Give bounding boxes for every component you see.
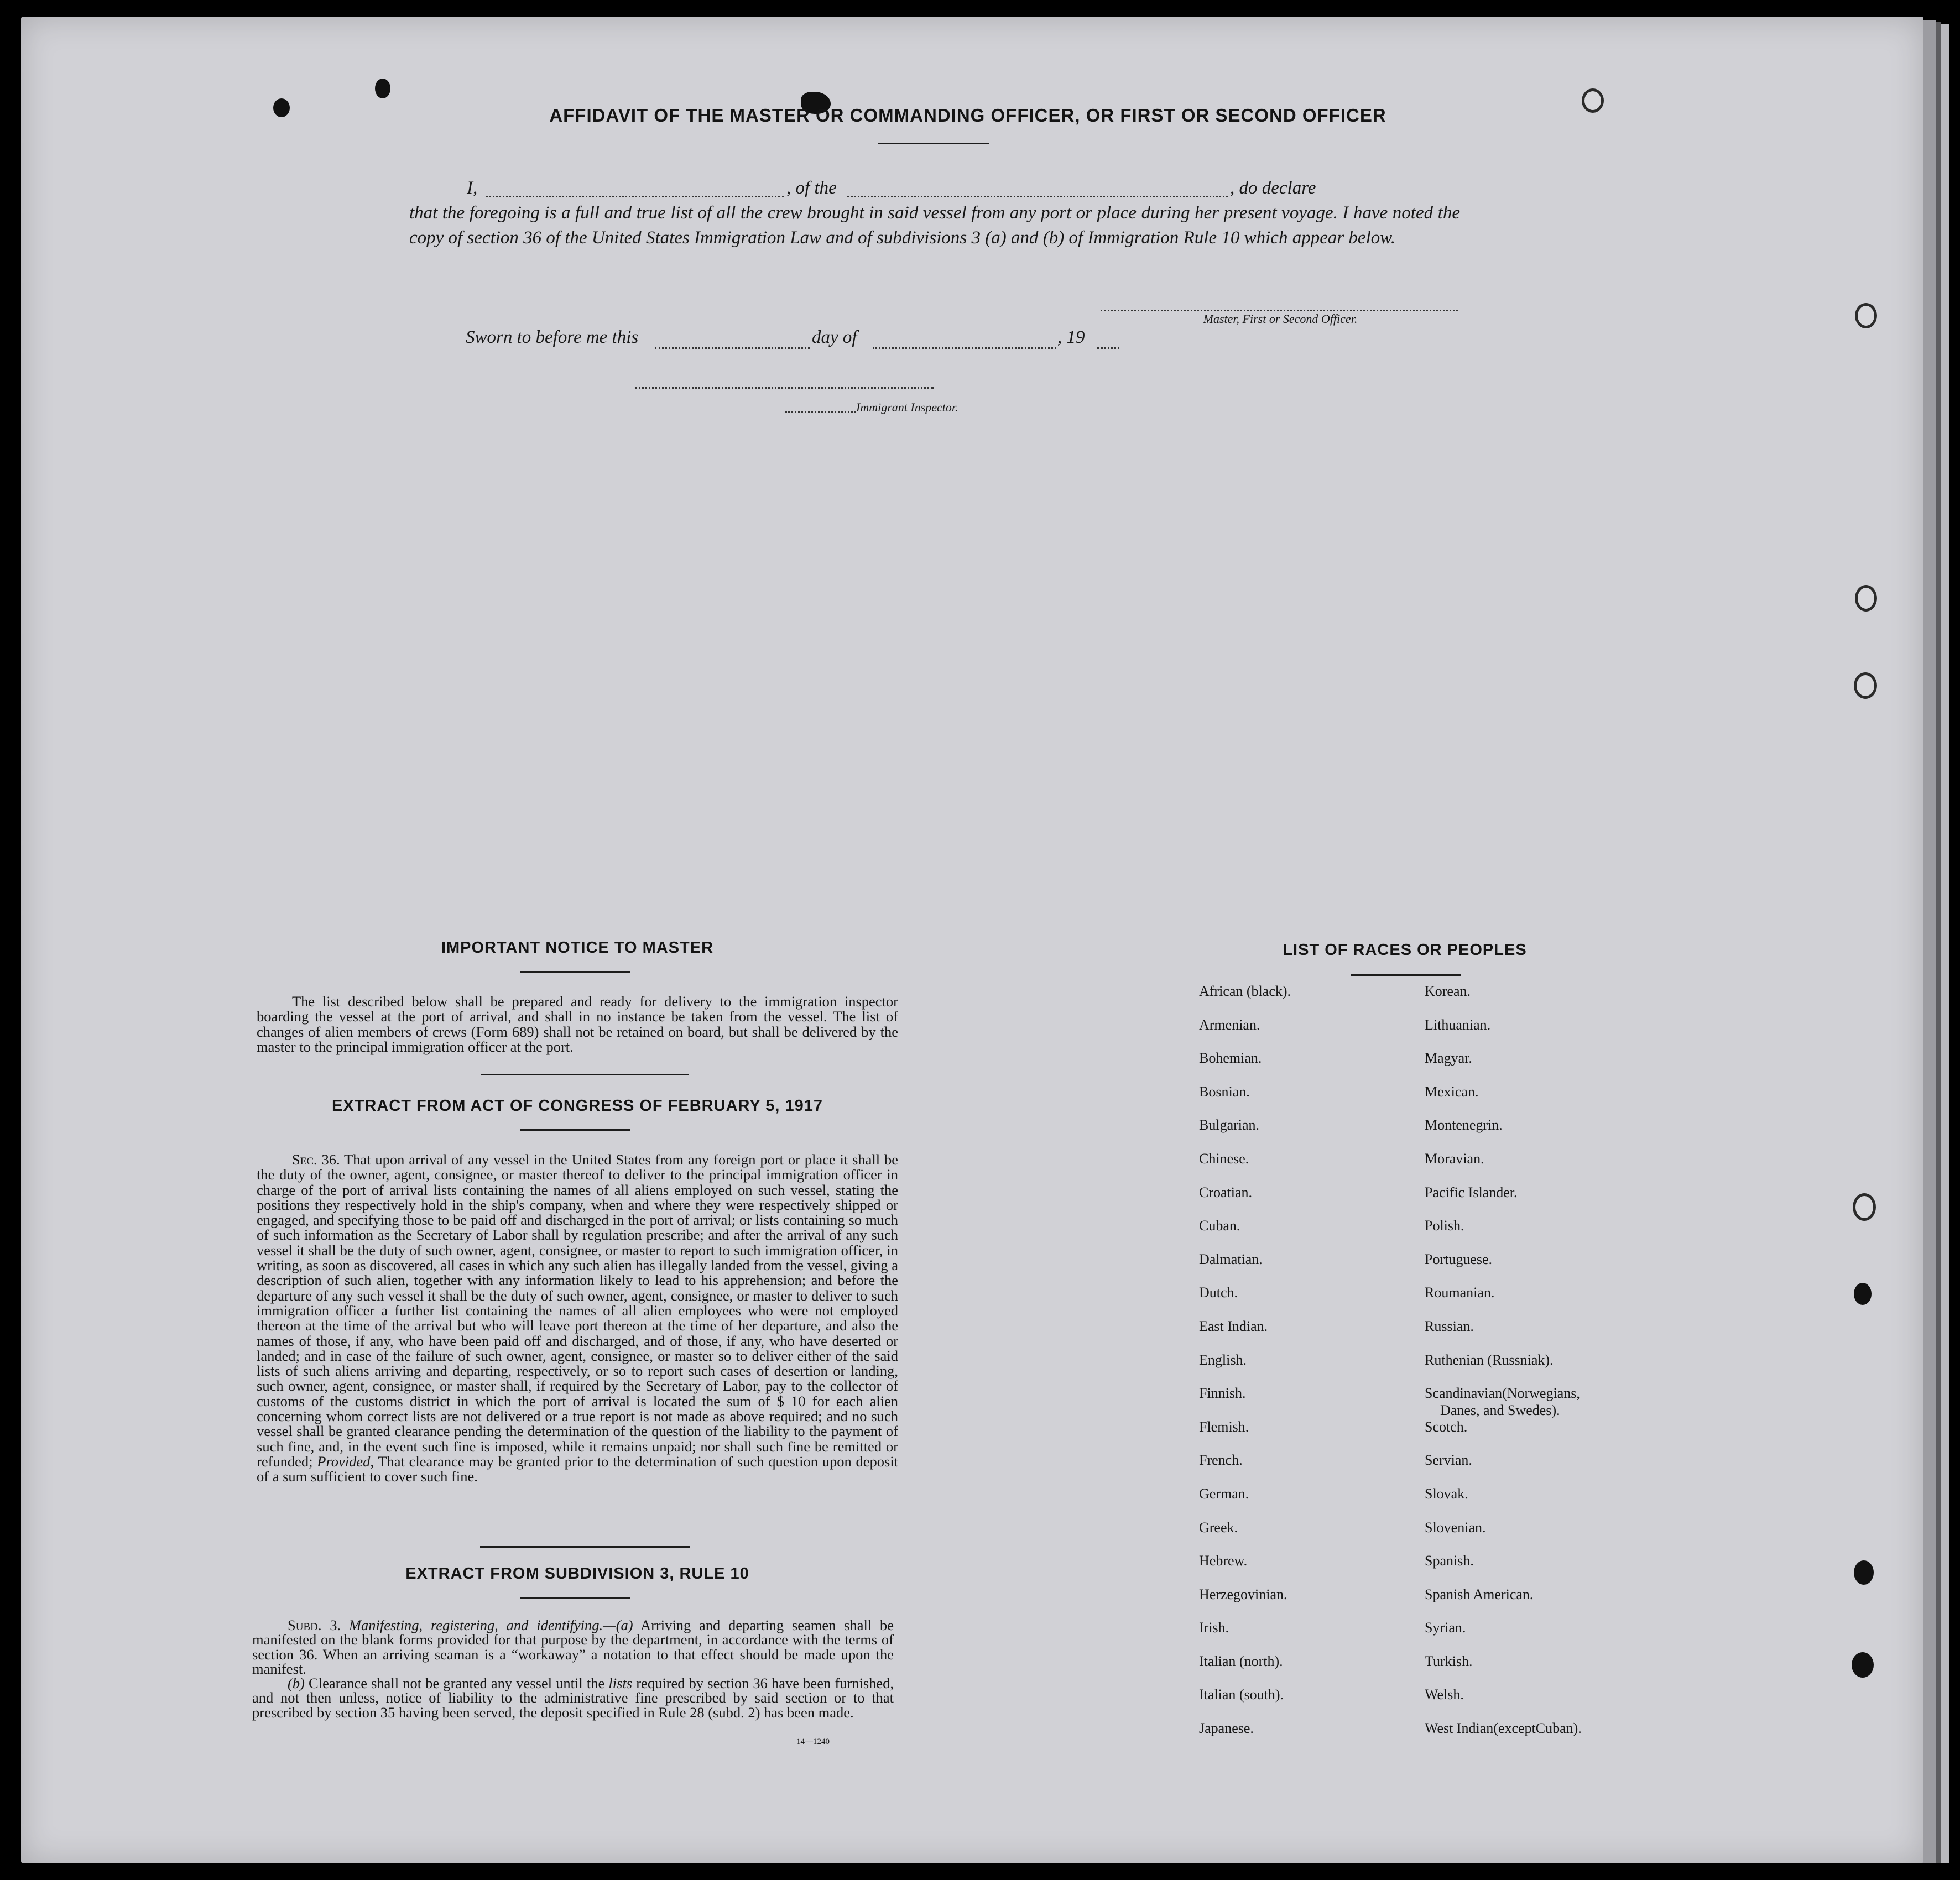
do-declare-label: , do declare bbox=[1230, 178, 1316, 198]
subd-b-body-start: Clearance shall not be granted any vessel until the bbox=[309, 1675, 605, 1692]
notice-title-rule bbox=[520, 971, 630, 973]
sworn-day-field[interactable] bbox=[655, 347, 810, 349]
year-prefix: , 19 bbox=[1057, 327, 1085, 347]
race-item: Roumanian. bbox=[1425, 1284, 1495, 1301]
race-item: Mexican. bbox=[1425, 1083, 1479, 1100]
binding-hole bbox=[1855, 585, 1877, 612]
subd-b-body-end: required by section 36 have been furnished, and not then unless, notice of liability to the administrative fine prescribed by said section or to that prescribed by section 35 having been served, the deposit specified in Rule 28 (subd. 2) has been made. bbox=[252, 1675, 894, 1721]
subd-b-label: (b) bbox=[288, 1675, 305, 1692]
affidavit-statement bbox=[409, 176, 1460, 250]
race-item: Dutch. bbox=[1199, 1284, 1238, 1301]
race-item: Dalmatian. bbox=[1199, 1251, 1263, 1267]
document-page bbox=[21, 17, 1923, 1863]
subdivision-3b-paragraph bbox=[252, 1676, 894, 1720]
binding-hole bbox=[273, 98, 290, 117]
race-item: Italian (north). bbox=[1199, 1653, 1283, 1669]
race-item: Finnish. bbox=[1199, 1385, 1246, 1402]
page-edge-shadow bbox=[1936, 22, 1941, 1863]
race-item: Spanish. bbox=[1425, 1553, 1474, 1569]
races-right-column bbox=[1425, 983, 1582, 1754]
race-item: Greek. bbox=[1199, 1519, 1238, 1536]
sworn-month-field[interactable] bbox=[873, 347, 1056, 349]
vessel-name-field[interactable] bbox=[847, 196, 1228, 197]
day-of-label: day of bbox=[812, 327, 857, 347]
form-number: 14—1240 bbox=[796, 1737, 830, 1746]
race-item: East Indian. bbox=[1199, 1318, 1268, 1334]
race-item: Bulgarian. bbox=[1199, 1117, 1260, 1134]
race-item: Scandinavian(Norwegians, bbox=[1425, 1385, 1580, 1402]
race-item: West Indian(exceptCuban). bbox=[1425, 1720, 1582, 1737]
races-left-column bbox=[1199, 983, 1291, 1754]
race-item: Irish. bbox=[1199, 1620, 1229, 1636]
subdivision-3a-paragraph bbox=[252, 1618, 894, 1676]
binding-hole bbox=[1854, 672, 1877, 699]
race-item: Bohemian. bbox=[1199, 1050, 1262, 1067]
race-item: Servian. bbox=[1425, 1452, 1472, 1469]
race-item: Chinese. bbox=[1199, 1150, 1249, 1167]
races-title: LIST OF RACES OR PEOPLES bbox=[1283, 941, 1527, 959]
race-item: Croatian. bbox=[1199, 1184, 1253, 1200]
section-36-paragraph bbox=[257, 1152, 898, 1485]
binding-hole bbox=[1854, 1560, 1874, 1585]
binding-hole bbox=[1853, 1193, 1876, 1221]
race-item: Portuguese. bbox=[1425, 1251, 1493, 1267]
subd-a-body: Arriving and departing seamen shall be manifested on the blank forms provided for that purpose by the department, in accordance with the terms of section 36. When an arriving seaman is a “workaway” a notation to that effect should be made upon the manifest. bbox=[252, 1617, 894, 1677]
declarant-name-field[interactable] bbox=[486, 196, 784, 197]
notice-text bbox=[257, 994, 898, 1054]
race-item: Turkish. bbox=[1425, 1653, 1473, 1669]
act-extract-title: EXTRACT FROM ACT OF CONGRESS OF FEBRUARY 5, 1917 bbox=[331, 1097, 823, 1115]
race-item: Japanese. bbox=[1199, 1720, 1254, 1737]
race-item: Slovenian. bbox=[1425, 1519, 1486, 1536]
affidavit-body: that the foregoing is a full and true list of all the crew brought in said vessel from any port or place during her present voyage. I have noted the copy of section 36 of the United States Immigration Law and of subdivisions 3 (a) and (b) of Immigration Rule 10 which appear below. bbox=[409, 203, 1460, 248]
race-item: Syrian. bbox=[1425, 1620, 1466, 1636]
sworn-line bbox=[466, 327, 1185, 352]
declarant-prefix: I, bbox=[467, 178, 478, 198]
race-item: Magyar. bbox=[1425, 1050, 1472, 1067]
race-item: English. bbox=[1199, 1351, 1247, 1368]
race-item: Polish. bbox=[1425, 1218, 1464, 1234]
rule-extract-title: EXTRACT FROM SUBDIVISION 3, RULE 10 bbox=[405, 1565, 749, 1583]
race-item: Moravian. bbox=[1425, 1150, 1484, 1167]
race-item: Bosnian. bbox=[1199, 1083, 1250, 1100]
race-item: Flemish. bbox=[1199, 1418, 1249, 1435]
race-item: Italian (south). bbox=[1199, 1686, 1284, 1703]
notice-title: IMPORTANT NOTICE TO MASTER bbox=[441, 939, 714, 957]
binding-hole bbox=[1855, 303, 1877, 328]
of-the-label: , of the bbox=[786, 178, 837, 198]
race-item: Welsh. bbox=[1425, 1686, 1464, 1703]
rule-extract-text bbox=[252, 1618, 894, 1720]
section-36-closing: That clearance may be granted prior to the determination of such question upon deposit of a sum sufficient to cover such fine. bbox=[257, 1453, 899, 1485]
races-title-rule bbox=[1351, 974, 1461, 976]
race-item: Herzegovinian. bbox=[1199, 1586, 1287, 1602]
affidavit-title: AFFIDAVIT OF THE MASTER OR COMMANDING OFFICER, OR FIRST OR SECOND OFFICER bbox=[549, 105, 1386, 126]
race-item: Slovak. bbox=[1425, 1485, 1468, 1502]
race-item: Spanish American. bbox=[1425, 1586, 1534, 1602]
section-label: Sec. 36. bbox=[292, 1151, 340, 1168]
race-item: Ruthenian (Russniak). bbox=[1425, 1351, 1554, 1368]
race-item: Pacific Islander. bbox=[1425, 1184, 1518, 1200]
title-rule bbox=[878, 143, 989, 144]
inspector-signature-extension bbox=[785, 411, 856, 413]
binding-hole bbox=[1582, 88, 1604, 113]
race-item: Lithuanian. bbox=[1425, 1016, 1491, 1033]
race-item: Scotch. bbox=[1425, 1418, 1468, 1435]
page-edge bbox=[1923, 20, 1936, 1863]
act-extract-text bbox=[257, 1152, 898, 1485]
race-item: African (black). bbox=[1199, 983, 1291, 999]
rule-title-rule bbox=[520, 1597, 630, 1599]
master-signature-field[interactable] bbox=[1101, 310, 1458, 311]
race-item: Hebrew. bbox=[1199, 1553, 1248, 1569]
race-item: French. bbox=[1199, 1452, 1243, 1469]
binding-hole bbox=[1852, 1652, 1874, 1678]
lists-word: lists bbox=[608, 1675, 633, 1692]
master-signature-label: Master, First or Second Officer. bbox=[1203, 312, 1358, 326]
race-item: Cuban. bbox=[1199, 1218, 1240, 1234]
subd-label: Subd. 3. bbox=[288, 1617, 341, 1633]
race-item: Armenian. bbox=[1199, 1016, 1260, 1033]
sworn-year-field[interactable] bbox=[1097, 347, 1119, 349]
binding-hole bbox=[1854, 1283, 1872, 1305]
section-divider bbox=[481, 1074, 689, 1075]
race-item: German. bbox=[1199, 1485, 1249, 1502]
section-divider bbox=[480, 1546, 690, 1548]
act-title-rule bbox=[520, 1129, 630, 1131]
notice-paragraph: The list described below shall be prepared and ready for delivery to the immigration inspector boarding the vessel at the port of arrival, and shall in no instance be taken from the vessel. The list of changes of alien members of crews (Form 689) shall not be retained on board, but shall be delivered by the master to the principal immigration officer at the port. bbox=[257, 993, 898, 1055]
race-item: Russian. bbox=[1425, 1318, 1474, 1334]
sworn-prefix: Sworn to before me this bbox=[466, 327, 639, 347]
inspector-label: Immigrant Inspector. bbox=[856, 400, 958, 414]
race-item: Montenegrin. bbox=[1425, 1117, 1503, 1134]
page-edge-back bbox=[1941, 24, 1949, 1863]
inspector-signature-field[interactable] bbox=[635, 387, 934, 389]
race-item-continuation: Danes, and Swedes). bbox=[1440, 1402, 1560, 1418]
race-item: Korean. bbox=[1425, 983, 1471, 999]
subd-heading: Manifesting, registering, and identifying.—(a) bbox=[348, 1617, 633, 1633]
binding-hole bbox=[375, 79, 390, 98]
section-36-body: That upon arrival of any vessel in the United States from any foreign port or place it shall be the duty of the owner, agent, consignee, or master thereof to deliver to the principal immigration officer in charge of the port of arrival lists containing the names of all aliens employed on such vessel, stating the positions they respectively hold in the ship's company, when and where they were respectively shipped or engaged, and specifying those to be paid off and discharged in the port of arrival; or lists containing so much of such information as the Secretary of Labor shall by regulation prescribe; and after the arrival of any such vessel it shall be the duty of such owner, agent, consignee, or master to report to such immigration officer, in writing, as soon as discovered, all cases in which any such alien has illegally landed from the vessel, giving a description of such alien, together with any information likely to lead to his apprehension; and before the departure of any such vessel it shall be the duty of such owner, agent, consignee, or master to deliver to such immigration officer a further list containing the names of all alien employees who were not employed thereon at the time of the arrival but who will leave port thereon at the time of her departure, and also the names of those, if any, who have been paid off and discharged, and of those, if any, who have deserted or landed; and in case of the failure of such owner, agent, consignee, or master so to deliver either of the said lists of such aliens arriving and departing, respectively, or so to report such cases of desertion or landing, such owner, agent, consignee, or master shall, if required by the Secretary of Labor, pay to the collector of customs of the customs district in which the port of arrival is located the sum of $ 10 for each alien concerning whom correct lists are not delivered or a true report is not made as above required; and no such vessel shall be granted clearance pending the determination of the question of the liability to the payment of such fine, and, in the event such fine is imposed, while it remains unpaid; nor shall such fine be remitted or refunded; bbox=[257, 1151, 898, 1470]
provided-word: Provided, bbox=[317, 1453, 374, 1470]
